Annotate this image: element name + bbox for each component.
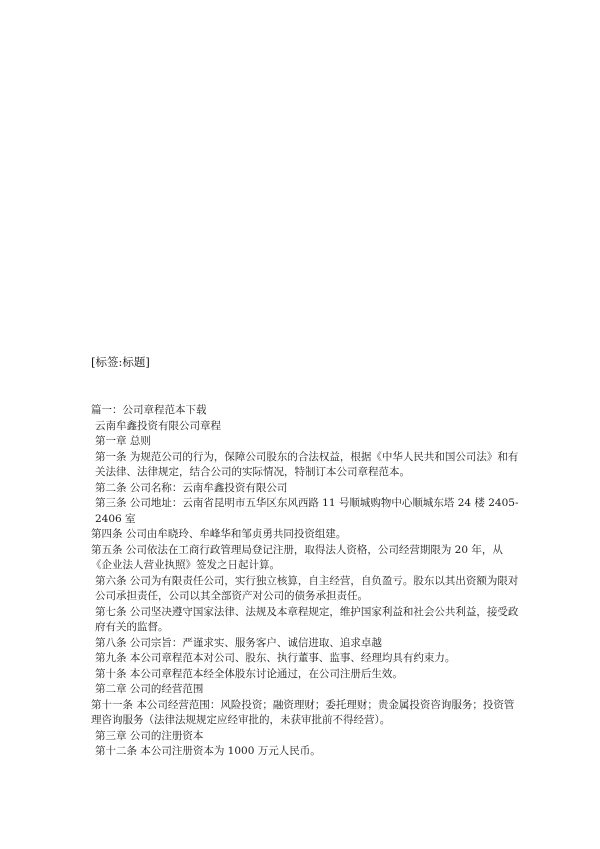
clause-paragraph: 第九条 本公司章程范本对公司、股东、执行董事、监事、经理均具有约束力。 bbox=[95, 652, 456, 664]
chapter-heading: 第三章 公司的注册资本 bbox=[95, 729, 204, 742]
clause-paragraph: 第五条 公司依法在工商行政管理局登记注册，取得法人资格，公司经营期限为 20 年，从《企业法人营业执照》签发之日起计算。 bbox=[91, 543, 503, 571]
company-charter-title: 云南牟鑫投资有限公司章程 bbox=[95, 419, 221, 432]
clause-paragraph: 第八条 公司宗旨：严谨求实、服务客户、诚信进取、追求卓越 bbox=[95, 636, 382, 649]
article-heading: 篇一：公司章程范本下载 bbox=[91, 404, 207, 416]
clause-paragraph: 第三条 公司地址：云南省昆明市五华区东风西路 11 号顺城购物中心顺城东塔 24 楼 2405-2406 室 bbox=[95, 497, 519, 525]
clause-paragraph: 第十二条 本公司注册资本为 1000 万元人民币。 bbox=[95, 745, 321, 757]
clause-paragraph: 第一条 为规范公司的行为，保障公司股东的合法权益，根据《中华人民共和国公司法》和有关法律、法律规定，结合公司的实际情况，特制订本公司章程范本。 bbox=[95, 450, 519, 478]
tag-label: [标签:标题] bbox=[91, 355, 150, 369]
clause-paragraph: 第六条 公司为有限责任公司，实行独立核算，自主经营，自负盈亏。股东以其出资额为限对公司承担责任，公司以其全部资产对公司的债务承担责任。 bbox=[95, 574, 519, 602]
clause-paragraph: 第二条 公司名称：云南牟鑫投资有限公司 bbox=[95, 481, 288, 494]
chapter-heading: 第一章 总则 bbox=[95, 435, 151, 447]
document-body bbox=[91, 403, 521, 760]
chapter-heading: 第二章 公司的经营范围 bbox=[95, 683, 204, 695]
clause-paragraph: 第十条 本公司章程范本经全体股东讨论通过，在公司注册后生效。 bbox=[95, 667, 403, 680]
clause-paragraph: 第七条 公司坚决遵守国家法律、法规及本章程规定，维护国家利益和社会公共利益，接受政府有关的监督。 bbox=[95, 605, 519, 633]
clause-paragraph: 第十一条 本公司经营范围：风险投资；融资理财；委托理财；贵金属投资咨询服务；投资管理咨询服务（法律法规规定应经审批的，未获审批前不得经营）。 bbox=[91, 698, 515, 726]
clause-paragraph: 第四条 公司由牟晓玲、牟峰华和邹贞勇共同投资组建。 bbox=[91, 528, 347, 540]
